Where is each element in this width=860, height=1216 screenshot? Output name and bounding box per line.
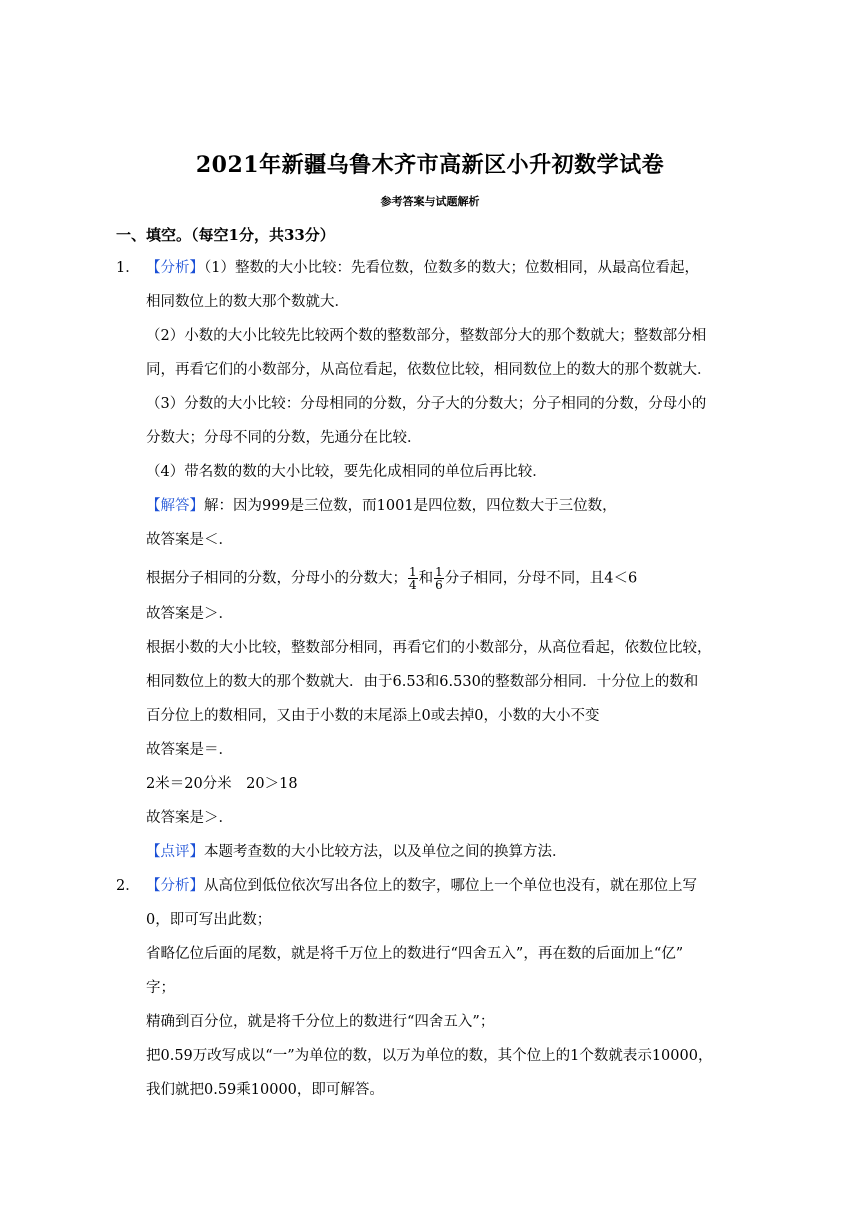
q1-text: 解：因为999是三位数，而1001是四位数，四位数大于三位数， bbox=[204, 498, 617, 514]
fraction-denominator: 4 bbox=[409, 578, 417, 592]
q2-analysis-line-7: 我们就把0.59乘10000，即可解答。 bbox=[146, 1082, 384, 1098]
q1-answer-line-5: 根据小数的大小比较，整数部分相同，再看它们的小数部分，从高位看起，依数位比较， bbox=[146, 640, 712, 656]
q1-text: 本题考查数的大小比较方法，以及单位之间的换算方法． bbox=[204, 844, 567, 860]
fraction-one-quarter bbox=[408, 566, 418, 591]
analysis-tag: 【分析】 bbox=[146, 878, 204, 894]
q1-text: 分子相同，分母不同，且4＜6 bbox=[444, 570, 638, 587]
q1-answer-line-8: 故答案是＝． bbox=[146, 742, 233, 758]
document-subtitle: 参考答案与试题解析 bbox=[380, 195, 480, 208]
answer-tag: 【解答】 bbox=[146, 498, 204, 514]
q2-analysis-line-6: 把0.59万改写成以“一”为单位的数，以万为单位的数，其个位上的1个数就表示10000， bbox=[146, 1048, 713, 1064]
comment-tag: 【点评】 bbox=[146, 844, 204, 860]
q1-analysis-line-1 bbox=[146, 258, 699, 278]
section-heading: 一、填空。（每空1分，共33分） bbox=[116, 226, 335, 244]
q1-answer-line-2: 故答案是＜． bbox=[146, 532, 233, 548]
q1-analysis-line-6: 分数大；分母不同的分数，先通分在比较． bbox=[146, 430, 422, 446]
q1-answer-line-1 bbox=[146, 496, 617, 516]
question-1-number: 1． bbox=[116, 260, 140, 276]
q1-analysis-line-3: （2）小数的大小比较先比较两个数的整数部分，整数部分大的那个数就大；整数部分相 bbox=[146, 328, 707, 344]
analysis-tag: 【分析】 bbox=[146, 260, 204, 276]
q1-answer-line-7: 百分位上的数相同，又由于小数的末尾添上0或去掉0，小数的大小不变 bbox=[146, 708, 600, 724]
q1-analysis-line-5: （3）分数的大小比较：分母相同的分数，分子大的分数大；分子相同的分数，分母小的 bbox=[146, 396, 707, 412]
fraction-numerator: 1 bbox=[409, 565, 417, 579]
q1-answer-line-9: 2米＝20分米 20＞18 bbox=[146, 776, 298, 792]
q1-answer-line-6: 相同数位上的数大的那个数就大．由于6.53和6.530的整数部分相同．十分位上的数和 bbox=[146, 674, 699, 690]
q1-answer-line-10: 故答案是＞． bbox=[146, 810, 233, 826]
q2-analysis-line-5: 精确到百分位，就是将千分位上的数进行“四舍五入”； bbox=[146, 1014, 495, 1030]
q1-analysis-line-4: 同，再看它们的小数部分，从高位看起，依数位比较，相同数位上的数大的那个数就大． bbox=[146, 362, 712, 378]
q1-analysis-line-2: 相同数位上的数大那个数就大． bbox=[146, 294, 349, 310]
q2-analysis-line-3: 省略亿位后面的尾数，就是将千万位上的数进行“四舍五入”，再在数的后面加上“亿” bbox=[146, 946, 684, 962]
fraction-denominator: 6 bbox=[435, 578, 443, 592]
q2-analysis-line-2: 0，即可写出此数； bbox=[146, 912, 272, 928]
fraction-one-sixth bbox=[434, 566, 444, 591]
q2-analysis-line-1 bbox=[146, 876, 697, 896]
q2-text: 从高位到低位依次写出各位上的数字，哪位上一个单位也没有，就在那位上写 bbox=[204, 878, 697, 894]
q1-comment-line bbox=[146, 842, 567, 862]
q1-analysis-line-7: （4）带名数的数的大小比较，要先化成相同的单位后再比较． bbox=[146, 464, 547, 480]
question-2-number: 2． bbox=[116, 878, 140, 894]
q2-analysis-line-4: 字； bbox=[146, 980, 175, 996]
fraction-numerator: 1 bbox=[435, 565, 443, 579]
q1-text: （1）整数的大小比较：先看位数，位数多的数大；位数相同，从最高位看起， bbox=[204, 260, 699, 276]
q1-answer-line-4: 故答案是＞． bbox=[146, 606, 233, 622]
q1-text: 根据分子相同的分数，分母小的分数大； bbox=[146, 570, 407, 587]
q1-answer-line-3 bbox=[146, 566, 637, 591]
q1-text: 和 bbox=[418, 570, 434, 587]
document-title: 2021年新疆乌鲁木齐市高新区小升初数学试卷 bbox=[195, 152, 665, 178]
